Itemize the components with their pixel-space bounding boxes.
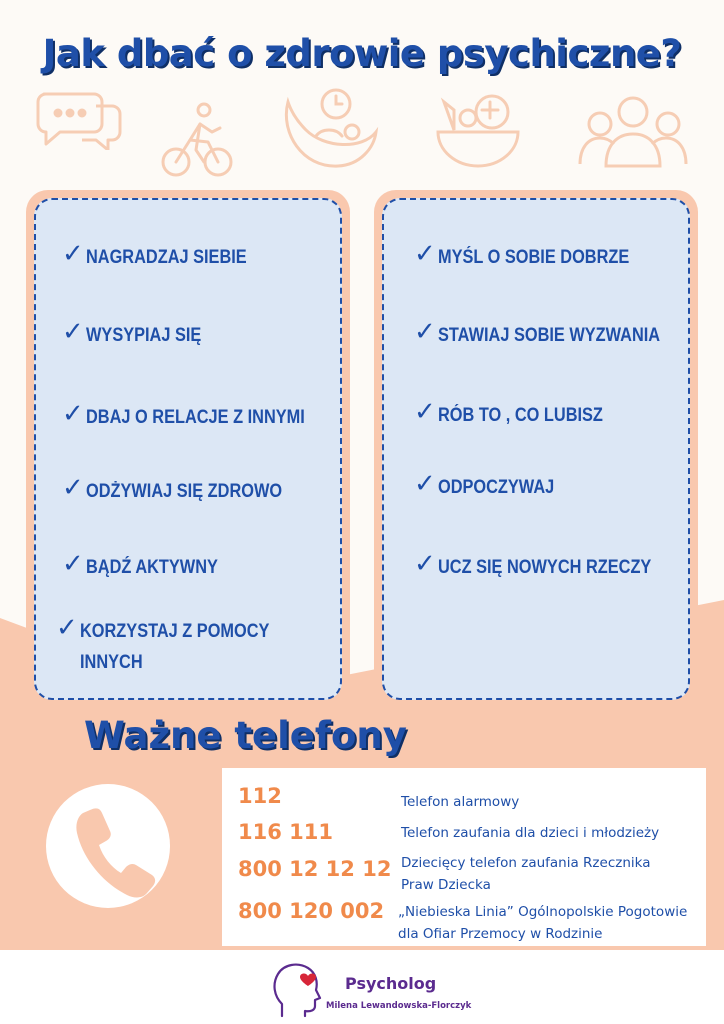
list-item (56, 614, 300, 678)
phone-number: 112 (238, 784, 282, 808)
phone-description-line-2: dla Ofiar Przemocy w Rodzinie (398, 926, 603, 942)
phones-section-title: Ważne telefony (84, 714, 407, 757)
tip-label-line-2: INNYCH (79, 652, 143, 673)
check-icon: ✓ (414, 469, 436, 499)
phone-description (398, 901, 687, 945)
right-tips-card-inner (382, 198, 690, 700)
people-group-icon (576, 94, 690, 168)
sleeping-moon-icon (276, 82, 380, 172)
tip-label: WYSYPIAJ SIĘ (85, 325, 202, 346)
check-icon: ✓ (62, 239, 84, 269)
list-item (62, 400, 340, 433)
phone-icon (46, 784, 170, 908)
phone-description-line-1: „Niebieska Linia” Ogólnopolskie Pogotowie (398, 904, 688, 920)
list-item (62, 318, 220, 351)
list-item (414, 550, 686, 583)
tip-label: ODŻYWIAJ SIĘ ZDROWO (85, 481, 282, 502)
check-icon: ✓ (62, 317, 84, 347)
list-item (62, 240, 273, 273)
cyclist-icon (160, 102, 236, 182)
head-heart-logo-icon (272, 962, 324, 1018)
check-icon: ✓ (62, 473, 84, 503)
check-icon: ✓ (414, 549, 436, 579)
list-item (414, 470, 573, 503)
phone-list-box (222, 768, 706, 946)
brand-author: Milena Lewandowska-Florczyk (326, 1001, 472, 1011)
tip-label: STAWIAJ SOBIE WYZWANIA (437, 325, 660, 346)
right-tips-card (374, 190, 698, 708)
check-icon: ✓ (56, 613, 78, 643)
page-title: Jak dbać o zdrowie psychiczne? (42, 32, 682, 75)
tip-label (80, 614, 269, 678)
phone-description: Telefon zaufania dla dzieci i młodzieży (401, 825, 660, 841)
list-item (62, 474, 314, 507)
tip-label: ODPOCZYWAJ (437, 477, 555, 498)
phone-description (401, 852, 651, 896)
list-item (414, 240, 660, 273)
tip-label-line-1: KORZYSTAJ Z POMOCY (79, 621, 270, 642)
check-icon: ✓ (62, 549, 84, 579)
check-icon: ✓ (62, 399, 84, 429)
phone-description: Telefon alarmowy (401, 794, 520, 810)
check-icon: ✓ (414, 397, 436, 427)
brand-name: Psycholog (345, 974, 437, 993)
left-tips-card (26, 190, 350, 708)
phone-number: 800 120 002 (238, 899, 385, 923)
tip-label: UCZ SIĘ NOWYCH RZECZY (437, 557, 652, 578)
phone-number: 800 12 12 12 (238, 857, 392, 881)
phone-icon-circle (46, 784, 170, 908)
phone-description-line-1: Dziecięcy telefon zaufania Rzecznika (401, 855, 651, 871)
check-icon: ✓ (414, 239, 436, 269)
tip-label: DBAJ O RELACJE Z INNYMI (85, 407, 305, 428)
tip-label: BĄDŹ AKTYWNY (85, 557, 218, 578)
phone-number: 116 111 (238, 820, 333, 844)
list-item (62, 550, 239, 583)
list-item (414, 318, 696, 351)
tip-label: MYŚL O SOBIE DOBRZE (437, 247, 630, 268)
list-item (414, 398, 630, 431)
speech-bubbles-icon (36, 84, 126, 150)
healthy-food-bowl-icon (432, 88, 524, 174)
phone-description-line-2: Praw Dziecka (401, 877, 491, 893)
tip-label: RÓB TO , CO LUBISZ (437, 405, 603, 426)
check-icon: ✓ (414, 317, 436, 347)
tip-label: NAGRADZAJ SIEBIE (85, 247, 247, 268)
